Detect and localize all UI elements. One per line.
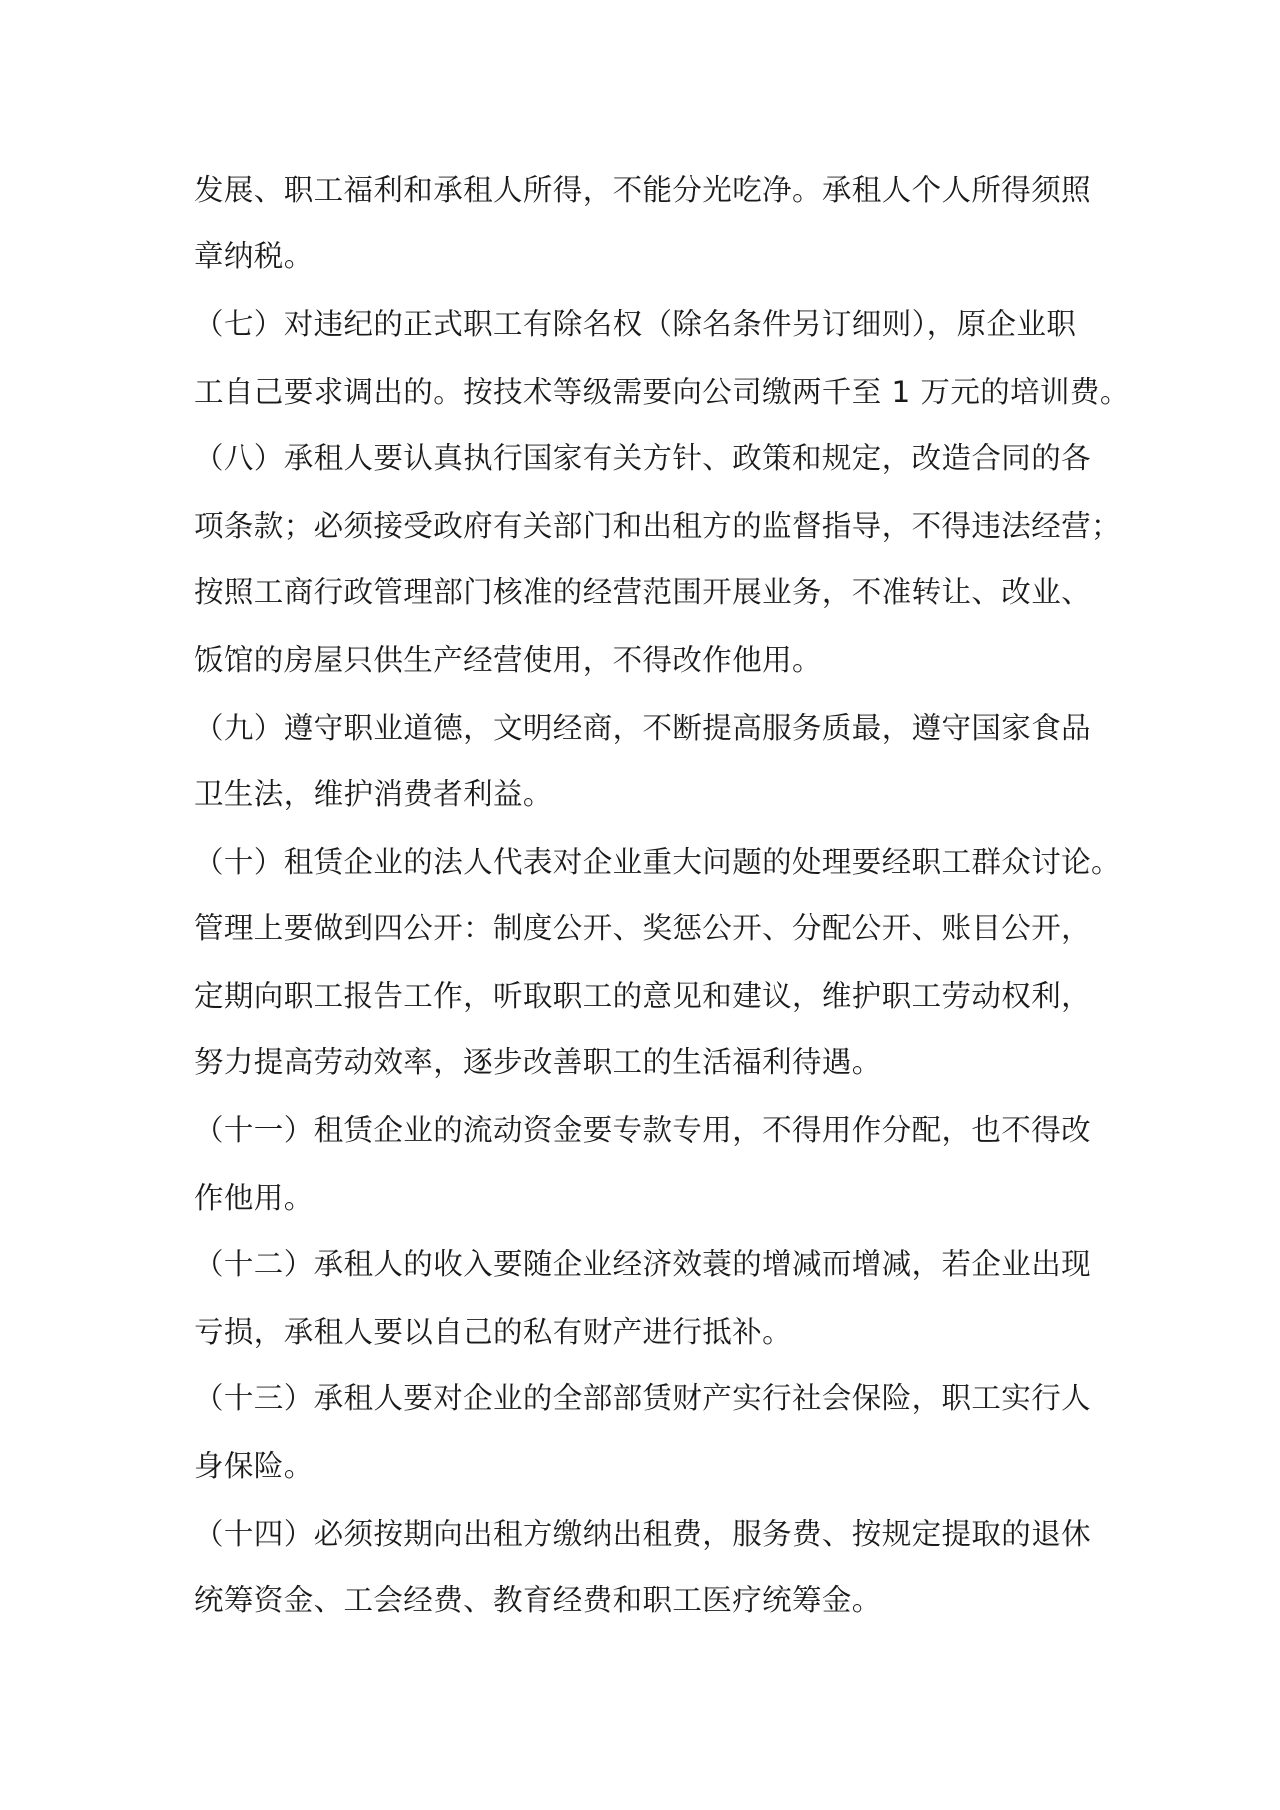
text-line: 章纳税。 (194, 239, 314, 273)
text-line: 工自己要求调出的。按技术等级需要向公司缴两千至 1 万元的培训费。 (194, 375, 1130, 409)
text-line: （十二）承租人的收入要随企业经济效蓑的增减而增减，若企业出现 (194, 1247, 1092, 1281)
text-line: （八）承租人要认真执行国家有关方针、政策和规定，改造合同的各 (194, 441, 1092, 475)
text-line: 亏损，承租人要以自己的私有财产进行抵补。 (194, 1315, 793, 1349)
text-line: 努力提高劳动效率，逐步改善职工的生活福利待遇。 (194, 1045, 882, 1079)
text-line: 按照工商行政管理部门核准的经营范围开展业务，不准转让、改业、 (194, 575, 1092, 609)
text-line: （十）租赁企业的法人代表对企业重大问题的处理要经职工群众讨论。 (194, 845, 1121, 879)
text-line: 身保险。 (194, 1449, 314, 1483)
text-line: 统筹资金、工会经费、教育经费和职工医疗统筹金。 (194, 1583, 882, 1617)
text-line: （九）遵守职业道德，文明经商，不断提高服务质最，遵守国家食品 (194, 711, 1092, 745)
text-line: 项条款；必须接受政府有关部门和出租方的监督指导，不得违法经营； (194, 509, 1121, 543)
text-line: 作他用。 (194, 1181, 314, 1215)
text-line: （十三）承租人要对企业的全部部赁财产实行社会保险，职工实行人 (194, 1381, 1092, 1415)
text-line: 卫生法，维护消费者利益。 (194, 777, 553, 811)
text-line: （十一）租赁企业的流动资金要专款专用，不得用作分配，也不得改 (194, 1113, 1092, 1147)
text-line: 管理上要做到四公开：制度公开、奖惩公开、分配公开、账目公开， (194, 911, 1092, 945)
text-line: （十四）必须按期向出租方缴纳出租费，服务费、按规定提取的退休 (194, 1517, 1092, 1551)
text-line: 发展、职工福利和承租人所得，不能分光吃净。承租人个人所得须照 (194, 173, 1092, 207)
text-line: 饭馆的房屋只供生产经营使用，不得改作他用。 (194, 643, 822, 677)
text-line: （七）对违纪的正式职工有除名权（除名条件另订细则），原企业职 (194, 307, 1077, 341)
text-line: 定期向职工报告工作，听取职工的意见和建议，维护职工劳动权利， (194, 979, 1092, 1013)
